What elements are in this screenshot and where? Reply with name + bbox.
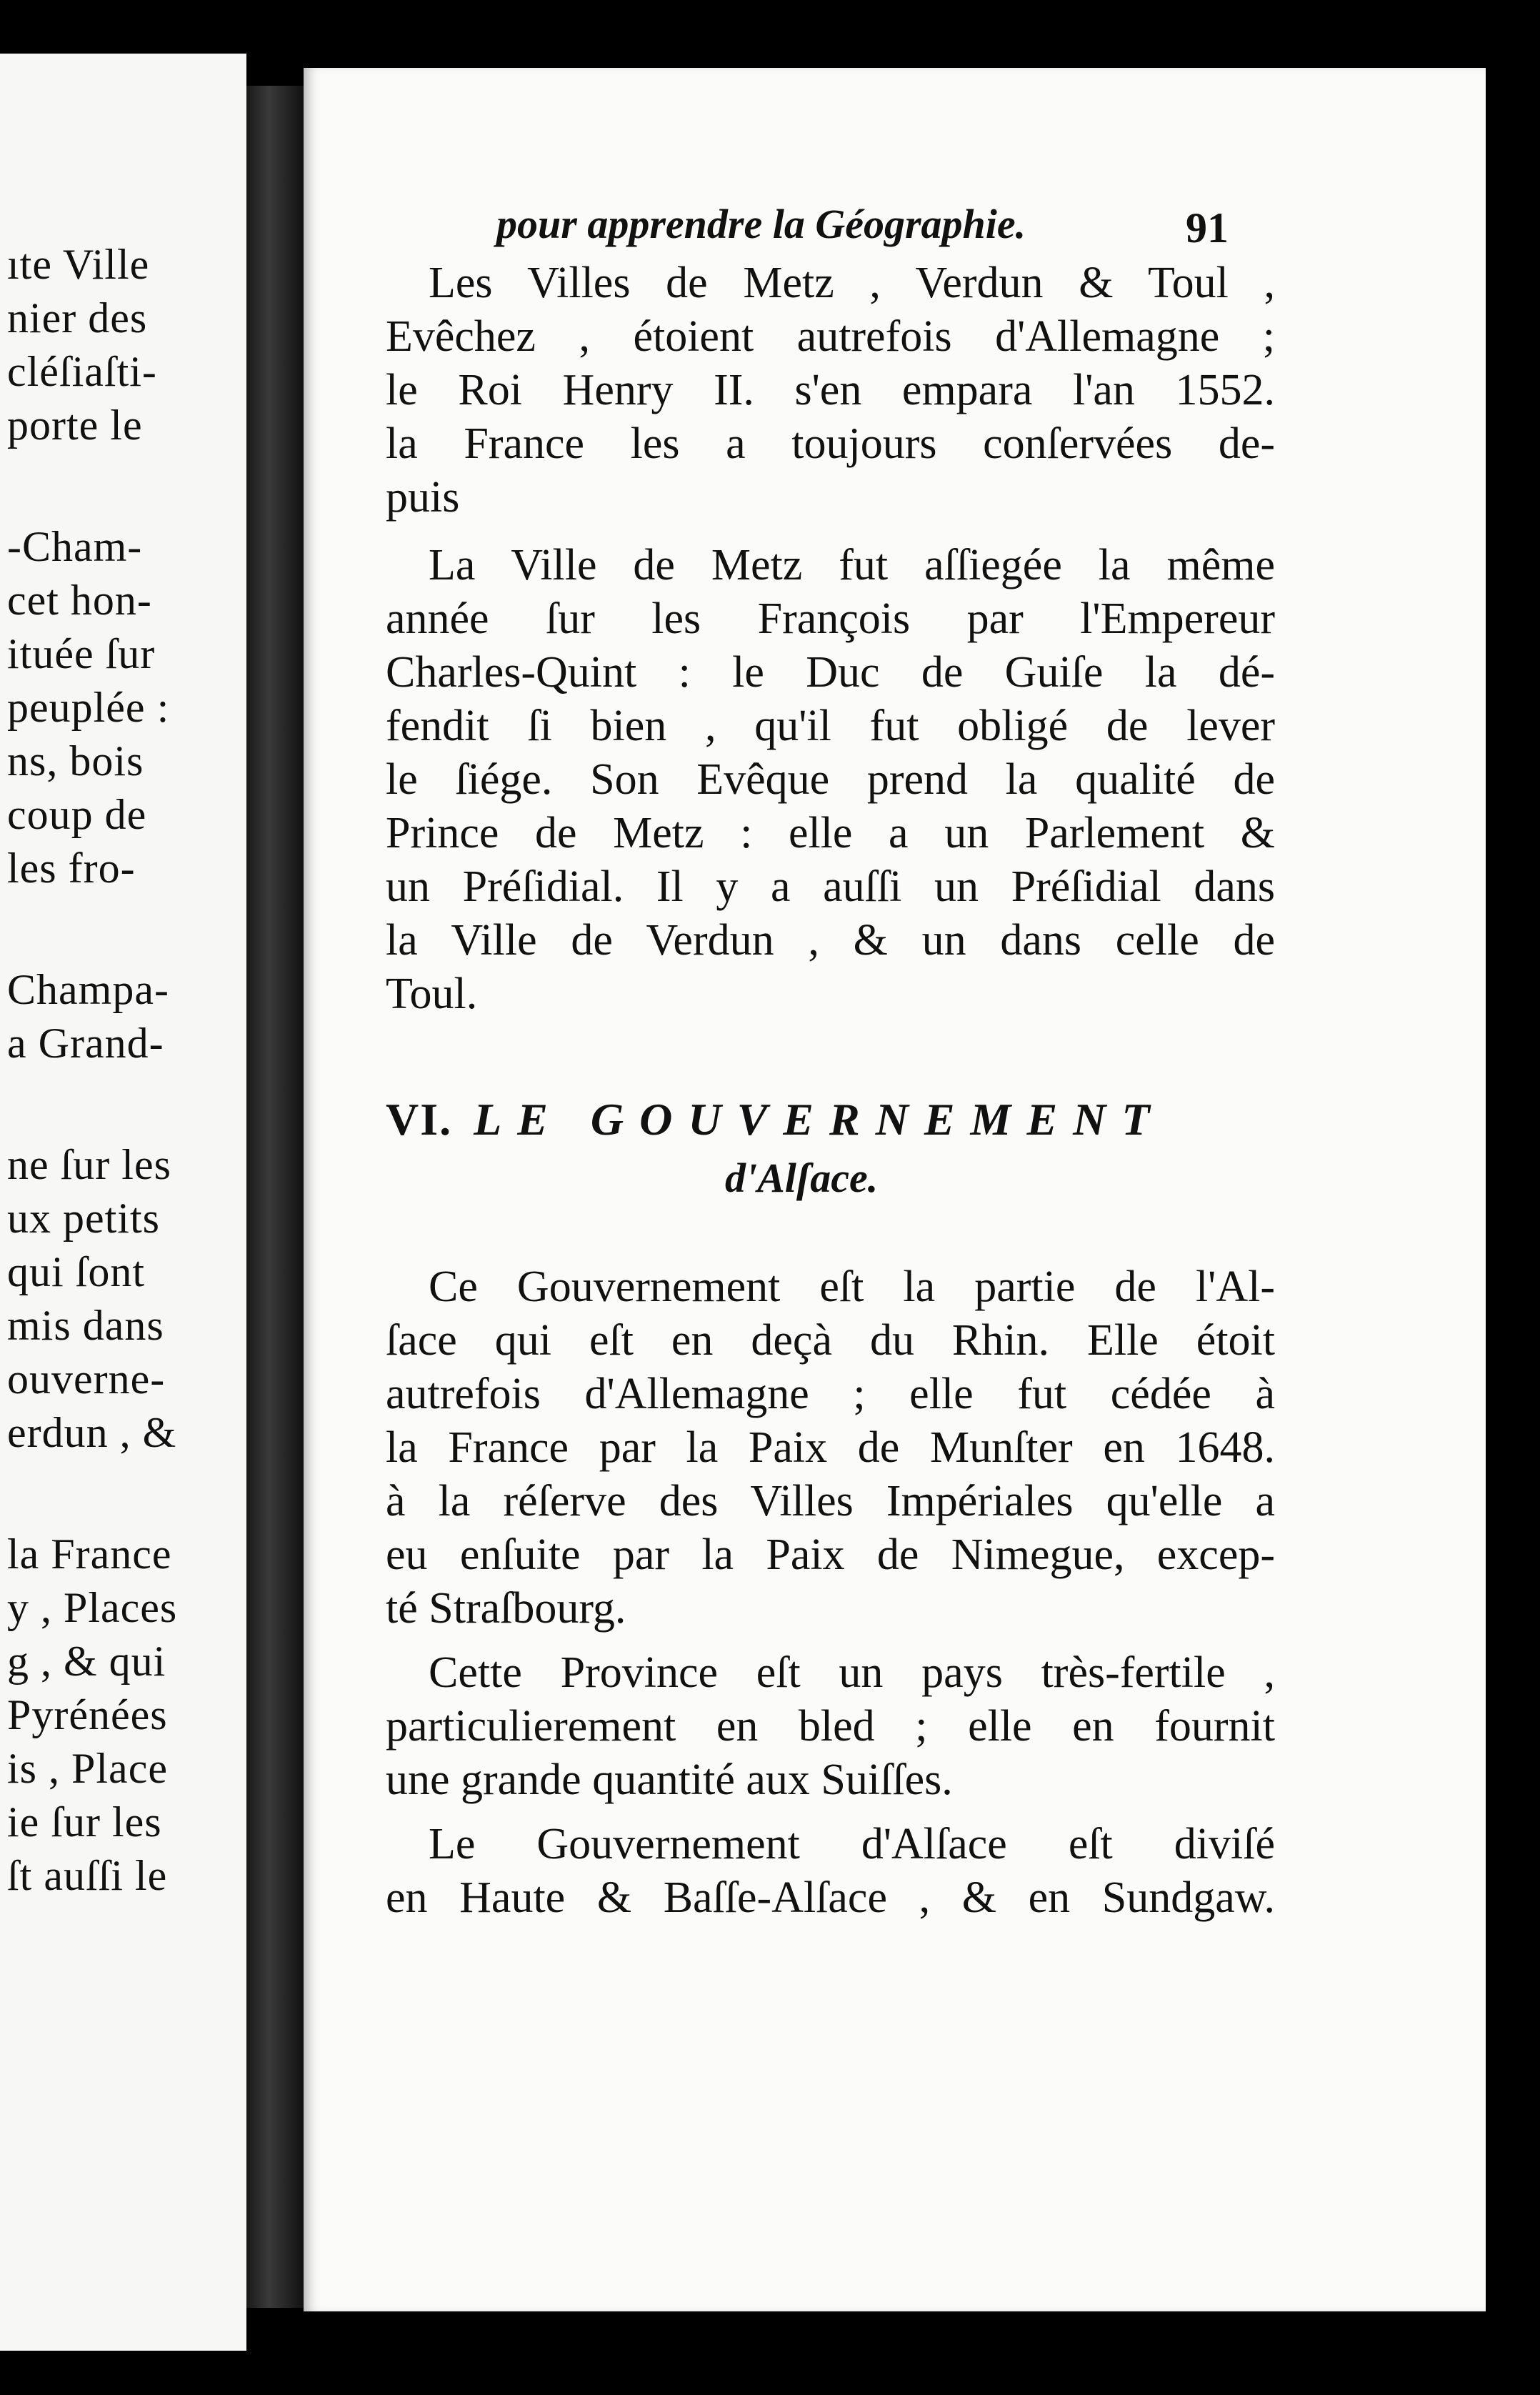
- paragraph-line: puis: [386, 473, 460, 522]
- left-page-line: mis dans: [7, 1302, 164, 1349]
- section-heading: [386, 1093, 1165, 1146]
- paragraph-line: eu enſuite par la Paix de Nimegue, excep-: [386, 1530, 1275, 1579]
- paragraph-line: autrefois d'Allemagne ; elle fut cédée à: [386, 1370, 1275, 1418]
- paragraph-line: fendit ſi bien , qu'il fut obligé de lever: [386, 702, 1275, 750]
- left-page-line: les fro-: [7, 845, 136, 892]
- left-page-line: peuplée :: [7, 684, 170, 731]
- paragraph-line: année ſur les François par l'Empereur: [386, 594, 1275, 643]
- page-number: 91: [1186, 204, 1229, 252]
- left-page-line: ns, bois: [7, 737, 144, 785]
- left-page-line: ſt auſſi le: [7, 1852, 168, 1899]
- left-page-line: ne ſur les: [7, 1141, 171, 1188]
- left-page-line: ıte Ville: [7, 241, 150, 288]
- left-page-line: ux petits: [7, 1195, 160, 1242]
- paragraph-line: Ce Gouvernement eſt la partie de l'Al-: [429, 1263, 1275, 1311]
- paragraph-line: Prince de Metz : elle a un Parlement &: [386, 809, 1275, 857]
- paragraph-line: à la réſerve des Villes Impériales qu'elle a: [386, 1477, 1275, 1525]
- left-page-line: ouverne-: [7, 1355, 166, 1403]
- paragraph-line: le Roi Henry II. s'en empara l'an 1552.: [386, 366, 1275, 414]
- paragraph-line: Evêchez , étoient autrefois d'Allemagne ;: [386, 312, 1275, 361]
- book-gutter: [246, 86, 304, 2308]
- paragraph-line: ſace qui eſt en deçà du Rhin. Elle étoit: [386, 1316, 1275, 1365]
- paragraph-line: un Préſidial. Il y a auſſi un Préſidial dans: [386, 862, 1275, 911]
- paragraph-line: Le Gouvernement d'Alſace eſt diviſé: [429, 1820, 1275, 1868]
- left-page-line: Pyrénées: [7, 1691, 168, 1738]
- running-header: pour apprendre la Géographie.: [496, 201, 1026, 247]
- left-page-line: ituée ſur: [7, 630, 156, 677]
- section-title: LE GOUVERNEMENT: [474, 1094, 1166, 1145]
- paragraph-line: en Haute & Baſſe-Alſace , & en Sundgaw.: [386, 1873, 1275, 1922]
- left-page-line: la France: [7, 1530, 172, 1578]
- left-page-line: porte le: [7, 402, 143, 449]
- left-page-line: cet hon-: [7, 577, 152, 624]
- left-page-line: is , Place: [7, 1745, 168, 1792]
- paragraph-line: La Ville de Metz fut aſſiegée la même: [429, 541, 1275, 589]
- left-page-line: ie ſur les: [7, 1798, 162, 1846]
- left-page-line: nier des: [7, 294, 148, 342]
- left-page-line: Champa-: [7, 966, 169, 1013]
- left-page-line: erdun , &: [7, 1409, 177, 1456]
- left-page-line: y , Places: [7, 1584, 178, 1631]
- section-subtitle: d'Alſace.: [725, 1155, 879, 1201]
- paragraph-line: Toul.: [386, 970, 478, 1018]
- left-page-line: -Cham-: [7, 523, 143, 570]
- left-facing-page: [0, 54, 246, 2351]
- paragraph-line: té Straſbourg.: [386, 1584, 626, 1633]
- paragraph-line: le ſiége. Son Evêque prend la qualité de: [386, 755, 1275, 804]
- paragraph-line: Cette Province eſt un pays très-fertile ,: [429, 1648, 1275, 1697]
- left-page-line: g , & qui: [7, 1638, 166, 1685]
- paragraph-line: particulierement en bled ; elle en fournit: [386, 1702, 1275, 1751]
- paragraph-line: la France par la Paix de Munſter en 1648.: [386, 1423, 1275, 1472]
- left-page-line: coup de: [7, 791, 147, 838]
- left-page-line: qui ſont: [7, 1248, 146, 1295]
- section-number: VI.: [386, 1094, 453, 1145]
- left-page-line: a Grand-: [7, 1020, 164, 1067]
- paragraph-line: une grande quantité aux Suiſſes.: [386, 1756, 953, 1804]
- paragraph-line: la Ville de Verdun , & un dans celle de: [386, 916, 1275, 965]
- paragraph-line: la France les a toujours conſervées de-: [386, 419, 1275, 468]
- left-page-line: cléſiaſti-: [7, 348, 157, 395]
- paragraph-line: Les Villes de Metz , Verdun & Toul ,: [429, 259, 1275, 307]
- paragraph-line: Charles-Quint : le Duc de Guiſe la dé-: [386, 648, 1275, 697]
